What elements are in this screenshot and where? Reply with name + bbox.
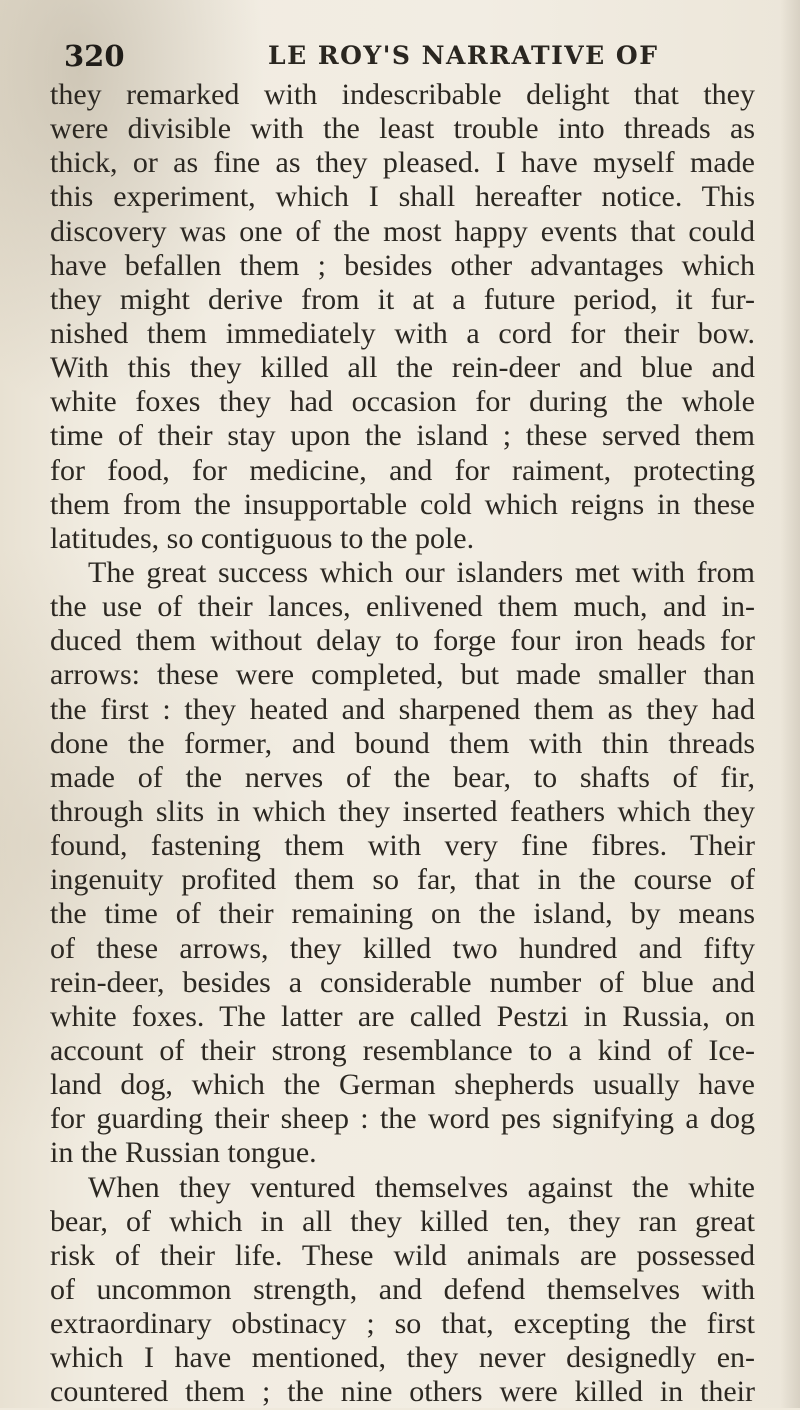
text-line: have befallen them ; besides other advantages which <box>50 248 755 282</box>
page-edge-shadow <box>780 0 800 1408</box>
text-line: for food, for medicine, and for raiment, protecting <box>50 453 755 487</box>
text-line: latitudes, so contiguous to the pole. <box>50 521 475 555</box>
text-line: the first : they heated and sharpened them as they had <box>50 692 755 726</box>
page-number: 320 <box>64 39 125 73</box>
text-line: of these arrows, they killed two hundred and fifty <box>50 931 755 965</box>
text-line: in the Russian tongue. <box>50 1136 317 1170</box>
text-line: the use of their lances, enlivened them much, and in- <box>50 590 755 624</box>
text-line: of uncommon strength, and defend themselves with <box>50 1272 755 1306</box>
text-line: duced them without delay to forge four iron heads for <box>50 624 755 658</box>
text-line: bear, of which in all they killed ten, they ran great <box>50 1204 755 1238</box>
text-line: rein-deer, besides a considerable number of blue and <box>50 965 755 999</box>
text-line: they might derive from it at a future period, it fur- <box>50 282 755 316</box>
text-line: When they ventured themselves against the white <box>88 1170 755 1204</box>
text-line: this experiment, which I shall hereafter notice. This <box>50 180 755 214</box>
text-line: through slits in which they inserted feathers which they <box>50 794 755 828</box>
text-line: discovery was one of the most happy events that could <box>50 214 755 248</box>
text-line: they remarked with indescribable delight that they <box>50 78 755 111</box>
text-line: white foxes they had occasion for during the whole <box>50 385 755 419</box>
text-line: nished them immediately with a cord for their bow. <box>50 316 755 350</box>
text-line: them from the insupportable cold which reigns in these <box>50 487 755 521</box>
text-line: done the former, and bound them with thin threads <box>50 726 755 760</box>
text-line: the time of their remaining on the island, by means <box>50 897 755 931</box>
text-line: countered them ; the nine others were killed in their <box>50 1375 755 1409</box>
text-line: thick, or as fine as they pleased. I have myself made <box>50 146 755 180</box>
text-line: account of their strong resemblance to a kind of Ice- <box>50 1033 755 1067</box>
text-line: The great success which our islanders met with from <box>88 555 755 589</box>
text-line: extraordinary obstinacy ; so that, excepting the first <box>50 1307 755 1341</box>
page-header <box>64 36 764 76</box>
text-line: made of the nerves of the bear, to shafts of fir, <box>50 760 755 794</box>
text-line: ingenuity profited them so far, that in the course of <box>50 863 755 897</box>
text-line: were divisible with the least trouble into threads as <box>50 112 755 146</box>
text-line: white foxes. The latter are called Pestzi in Russia, on <box>50 999 755 1033</box>
text-line: land dog, which the German shepherds usually have <box>50 1068 755 1102</box>
text-line: for guarding their sheep : the word pes signifying a dog <box>50 1102 755 1136</box>
running-head: LE ROY'S NARRATIVE OF <box>268 41 659 70</box>
text-line: arrows: these were completed, but made smaller than <box>50 658 755 692</box>
text-line: time of their stay upon the island ; these served them <box>50 419 755 453</box>
text-line: risk of their life. These wild animals are possessed <box>50 1238 755 1272</box>
text-line: which I have mentioned, they never designedly en- <box>50 1341 755 1375</box>
text-line: found, fastening them with very fine fibres. Their <box>50 829 755 863</box>
text-line: With this they killed all the rein-deer and blue and <box>50 351 755 385</box>
body-text <box>50 78 755 1409</box>
